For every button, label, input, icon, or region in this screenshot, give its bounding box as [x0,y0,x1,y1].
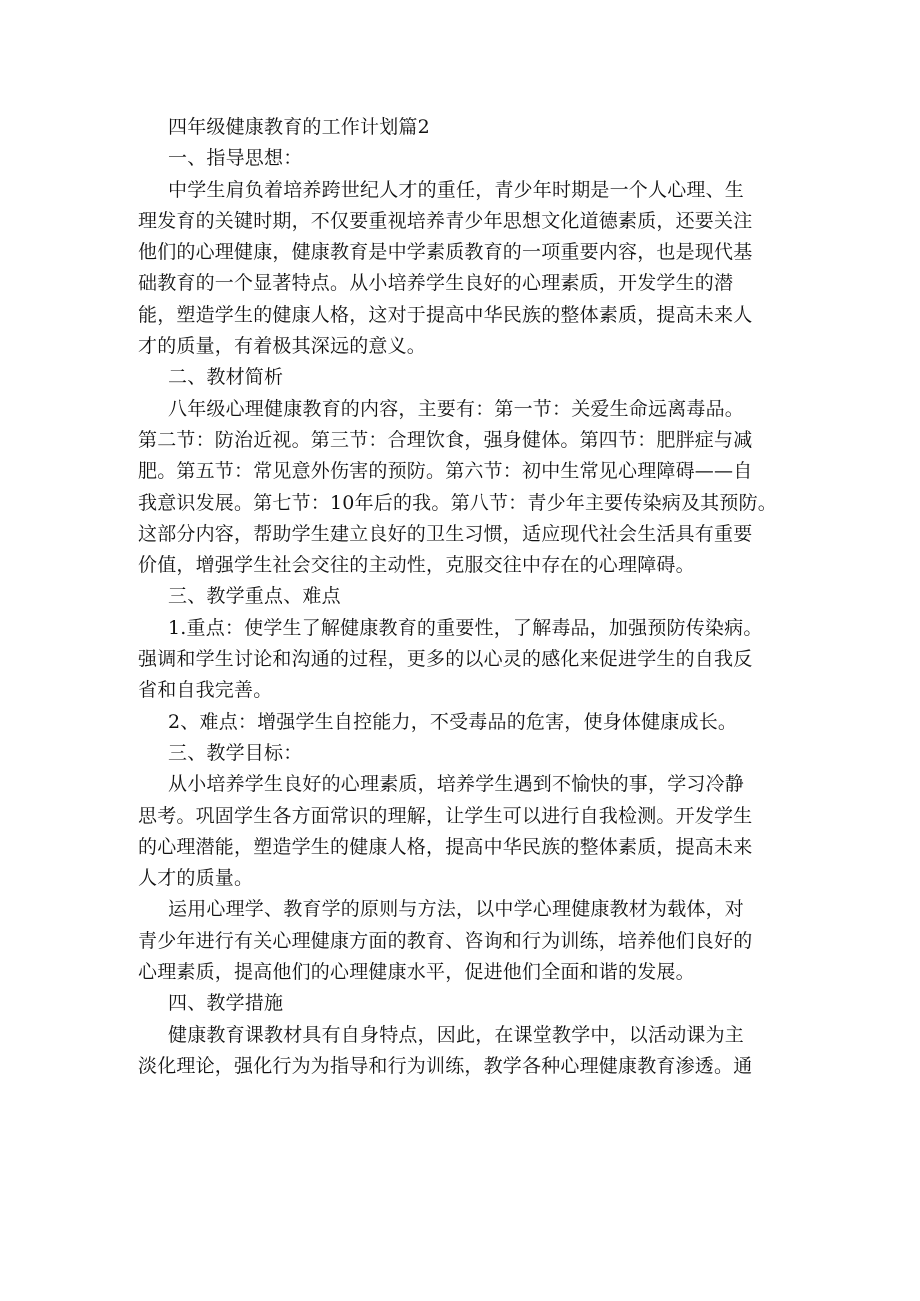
text-line: 2、难点：增强学生自控能力，不受毒品的危害，使身体健康成长。 [168,710,738,733]
document-title: 四年级健康教育的工作计划篇2 [168,116,430,138]
text-line: 从小培养学生良好的心理素质，培养学生遇到不愉快的事，学习冷静 [168,773,745,796]
text-line: 淡化理论，强化行为为指导和行为训练，教学各种心理健康教育渗透。通 [138,1054,753,1077]
text-line: 四、教学措施 [168,992,284,1015]
text-line: 础教育的一个显著特点。从小培养学生良好的心理素质，开发学生的潜 [138,272,734,295]
text-line: 价值，增强学生社会交往的主动性，克服交往中存在的心理障碍。 [138,554,695,577]
text-line: 第二节：防治近视。第三节：合理饮食，强身健体。第四节：肥胖症与减 [138,428,753,451]
text-line: 二、教材简析 [168,366,284,389]
text-line: 运用心理学、教育学的原则与方法，以中学心理健康教材为载体，对 [168,898,745,921]
text-line: 肥。第五节：常见意外伤害的预防。第六节：初中生常见心理障碍——自 [138,460,753,483]
text-line: 的心理潜能，塑造学生的健康人格，提高中华民族的整体素质，提高未来 [138,835,753,858]
text-line: 理发育的关键时期，不仅要重视培养青少年思想文化道德素质，还要关注 [138,209,753,232]
text-line: 三、教学重点、难点 [168,585,341,608]
text-line: 八年级心理健康教育的内容，主要有：第一节：关爱生命远离毒品。 [168,397,745,420]
text-line: 三、教学目标： [168,741,303,764]
text-line: 省和自我完善。 [138,679,273,702]
document-body [138,112,804,1082]
text-line: 能，塑造学生的健康人格，这对于提高中华民族的整体素质，提高未来人 [138,303,753,326]
text-line: 健康教育课教材具有自身特点，因此，在课堂教学中，以活动课为主 [168,1023,745,1046]
text-line: 强调和学生讨论和沟通的过程，更多的以心灵的感化来促进学生的自我反 [138,648,753,671]
text-line: 这部分内容，帮助学生建立良好的卫生习惯，适应现代社会生活具有重要 [138,522,753,545]
text-line: 一、指导思想： [168,147,303,170]
text-line: 青少年进行有关心理健康方面的教育、咨询和行为训练，培养他们良好的 [138,929,753,952]
text-line: 我意识发展。第七节：10年后的我。第八节：青少年主要传染病及其预防。 [138,491,777,514]
text-line: 1.重点：使学生了解健康教育的重要性，了解毒品，加强预防传染病。 [168,616,763,639]
text-line: 才的质量，有着极其深远的意义。 [138,335,427,358]
text-line: 他们的心理健康，健康教育是中学素质教育的一项重要内容，也是现代基 [138,241,753,264]
text-line: 中学生肩负着培养跨世纪人才的重任，青少年时期是一个人心理、生 [168,178,745,201]
text-line: 思考。巩固学生各方面常识的理解，让学生可以进行自我检测。开发学生 [138,804,753,827]
text-line: 心理素质，提高他们的心理健康水平，促进他们全面和谐的发展。 [138,961,695,984]
text-line: 人才的质量。 [138,867,254,890]
